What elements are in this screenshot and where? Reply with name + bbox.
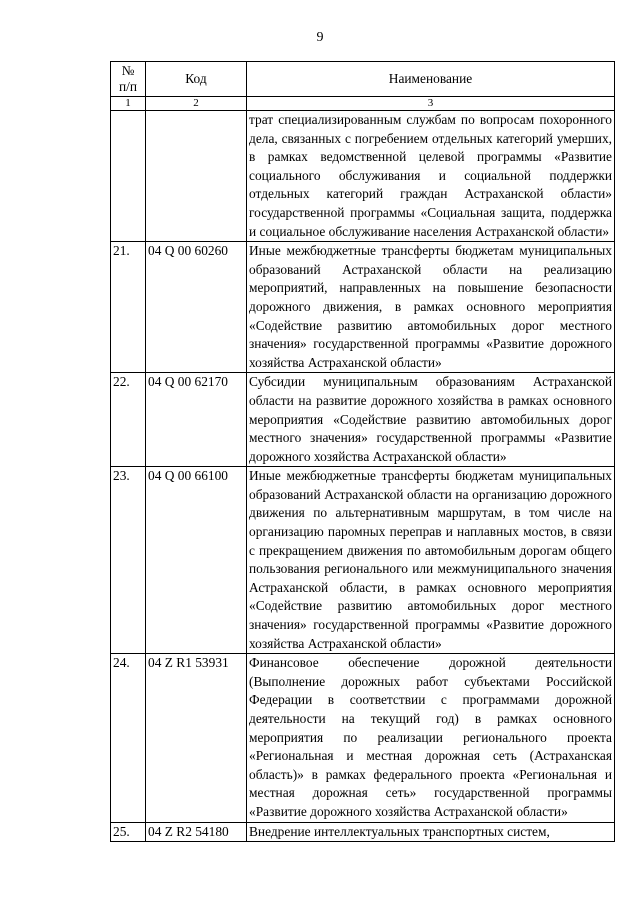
row-name: трат специализированным службам по вопросам похоронного дела, связанных с погребением отдельных категорий умерших, в рамках ведомственной целевой программы «Развитие социального обслуживания и социальной поддержки отдельных категорий граждан Астраханской области» государственной программы «Социальная защита, поддержка и социальное обслуживание населения Астраханской области»	[247, 111, 615, 242]
budget-classification-table	[110, 61, 615, 842]
column-number: 2	[146, 97, 247, 111]
row-name: Субсидии муниципальным образованиям Астраханской области на развитие дорожного хозяйства в рамках основного мероприятия «Содействие развитию автомобильных дорог местного значения» государственной программы «Развитие дорожного хозяйства Астраханской области»	[247, 373, 615, 467]
table-row	[111, 111, 615, 242]
row-number: 25.	[111, 822, 146, 842]
row-number: 23.	[111, 467, 146, 654]
row-number: 21.	[111, 242, 146, 373]
header-row-number	[111, 62, 146, 97]
row-code: 04 Q 00 60260	[146, 242, 247, 373]
row-code: 04 Z R2 54180	[146, 822, 247, 842]
column-number: 3	[247, 97, 615, 111]
row-name: Иные межбюджетные трансферты бюджетам муниципальных образований Астраханской области на организацию дорожного движения по альтернативным маршрутам, в том числе на организацию паромных переправ и наплавных мостов, в связи с прекращением движения по автомобильным дорогам общего пользования регионального или межмуниципального значения Астраханской области, в рамках основного мероприятия «Содействие развитию автомобильных дорог местного значения» государственной программы «Развитие дорожного хозяйства Астраханской области»	[247, 467, 615, 654]
header-num-sign: №	[121, 63, 135, 78]
table-row	[111, 373, 615, 467]
row-code: 04 Q 00 66100	[146, 467, 247, 654]
row-code	[146, 111, 247, 242]
column-number: 1	[111, 97, 146, 111]
header-name: Наименование	[247, 62, 615, 97]
page-number: 9	[316, 30, 324, 45]
table-row	[111, 467, 615, 654]
header-code: Код	[146, 62, 247, 97]
column-numbers-row	[111, 97, 615, 111]
row-code: 04 Z R1 53931	[146, 654, 247, 822]
table-row	[111, 654, 615, 822]
row-number: 22.	[111, 373, 146, 467]
row-name: Иные межбюджетные трансферты бюджетам муниципальных образований Астраханской области на реализацию мероприятий, направленных на повышение безопасности дорожного движения, в рамках основного мероприятия «Содействие развитию автомобильных дорог местного значения» государственной программы «Развитие дорожного хозяйства Астраханской области»	[247, 242, 615, 373]
table-row	[111, 242, 615, 373]
row-number	[111, 111, 146, 242]
table-row	[111, 822, 615, 842]
table-header-row	[111, 62, 615, 97]
row-name: Финансовое обеспечение дорожной деятельности (Выполнение дорожных работ субъектами Российской Федерации в соответствии с программами дорожной деятельности на текущий год) в рамках основного мероприятия по реализации регионального проекта «Региональная и местная дорожная сеть (Астраханская область)» в рамках федерального проекта «Региональная и местная дорожная сеть» государственной программы «Развитие дорожного хозяйства Астраханской области»	[247, 654, 615, 822]
row-name: Внедрение интеллектуальных транспортных систем,	[247, 822, 615, 842]
header-num-abbr: п/п	[118, 79, 138, 94]
row-number: 24.	[111, 654, 146, 822]
row-code: 04 Q 00 62170	[146, 373, 247, 467]
